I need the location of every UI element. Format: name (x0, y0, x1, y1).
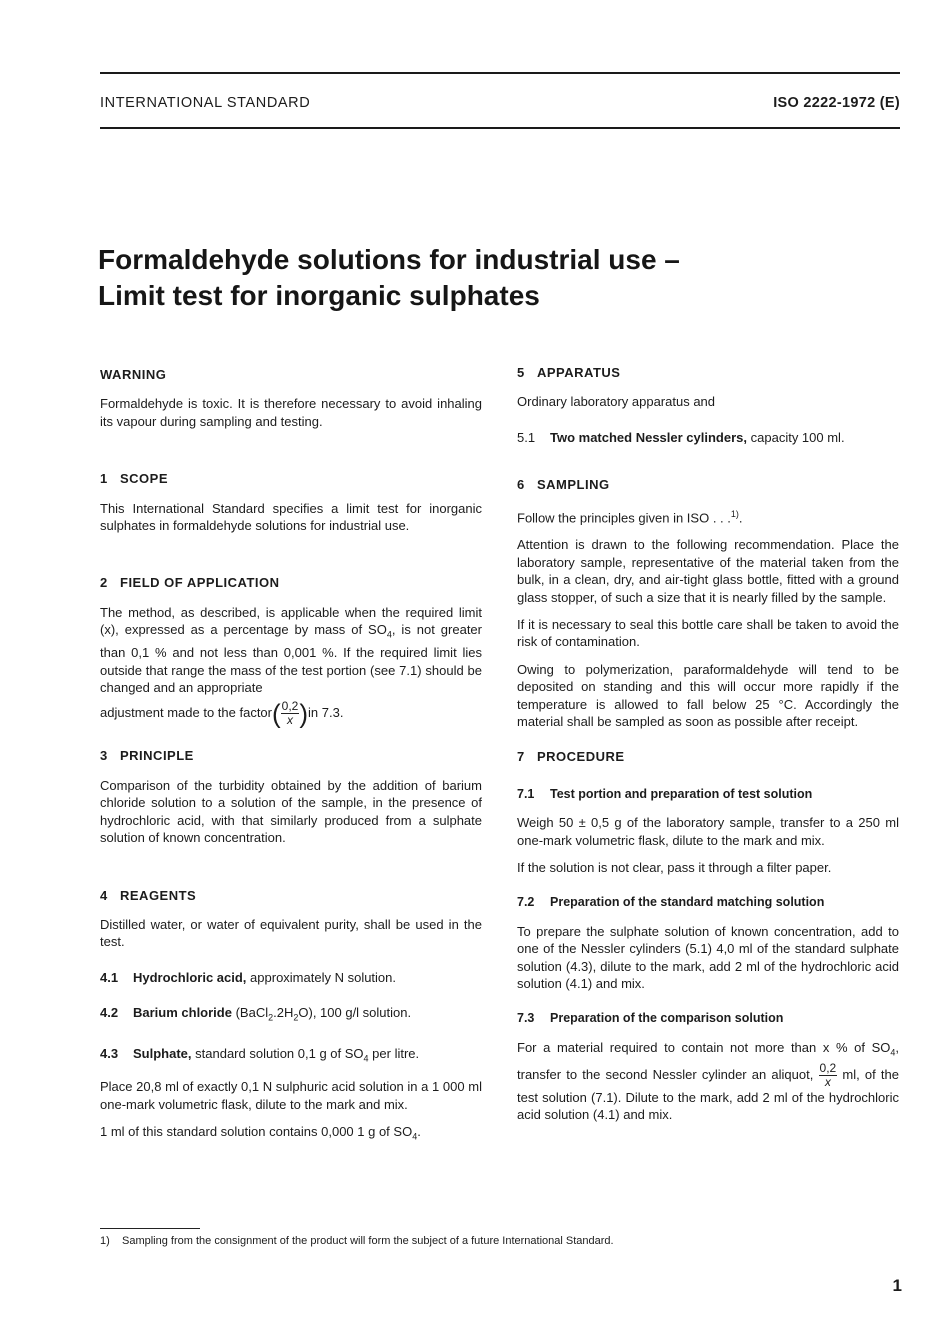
factor-fraction: $\frac{0,2}{x}$ (281, 699, 299, 728)
apparatus-heading: 5 APPARATUS (517, 365, 621, 380)
apparatus-5-1: 5.1 Two matched Nessler cylinders, capacity 100 ml. (517, 429, 845, 445)
procedure-7-1-heading: 7.1 Test portion and preparation of test solution (517, 786, 813, 801)
left-column (100, 366, 482, 1156)
sampling-principles: Follow the principles given in ISO . . .$^{1)}$. (517, 508, 743, 525)
title-line-2: Limit test for inorganic sulphates (98, 280, 540, 311)
document-title (98, 242, 680, 314)
principle-text: Comparison of the turbidity obtained by the addition of barium chloride solution to a solution of the sample, in the presence of hydrochloric acid, with that similarly produced from a sulphate solution of known concentration. (100, 777, 482, 846)
standard-number: ISO 2222-1972 (E) (773, 95, 900, 111)
sampling-seal: If it is necessary to seal this bottle care shall be taken to avoid the risk of contamination. (517, 616, 899, 650)
sampling-polymerization: Owing to polymerization, paraformaldehyde will tend to be deposited on standing and this will occur more rapidly if the temperature is allowed to fall below 25 °C. Accordingly the material shall be sampled as soon as possible after receipt. (517, 661, 899, 730)
procedure-7-2-heading: 7.2 Preparation of the standard matching solution (517, 895, 825, 910)
standard-type-label: INTERNATIONAL STANDARD (100, 95, 311, 111)
warning-text: Formaldehyde is toxic. It is therefore necessary to avoid inhaling its vapour during sampling and testing. (100, 396, 482, 429)
sampling-recommendation: Attention is drawn to the following recommendation. Place the laboratory sample, representative of the material taken from the bulk, in a clean, dry, and air-tight glass bottle, fitted with a ground glass stopper, of such a size that it is nearly filled by the sample. (517, 537, 899, 605)
scope-text: This International Standard specifies a limit test for inorganic sulphates in formaldehyde solutions for industrial use. (100, 500, 482, 534)
footnote-rule (100, 1228, 200, 1229)
reagent-4-2: 4.2 Barium chloride $(BaCl_2.2H_2O)$, 100 g/l solution. (100, 1005, 412, 1023)
reagent-4-1: 4.1 Hydrochloric acid, approximately N solution. (100, 969, 397, 985)
procedure-7-3-heading: 7.3 Preparation of the comparison solution (517, 1011, 784, 1026)
field-text: The method, as described, is applicable when the required limit (x), expressed as a percentage by mass of $SO_4$, is not greater than 0,1 % and not less than 0,001 %. If the required limit lies outside that range the mass of the test portion (see 7.1) should be changed and an appropriate (100, 604, 482, 696)
footnote: 1) Sampling from the consignment of the product will form the subject of a future International Standard. (100, 1235, 614, 1247)
reagent-4-3-procedure: Place 20,8 ml of exactly 0,1 N sulphuric acid solution in a 1 000 ml one-mark volumetric flask, dilute to the mark and mix. (100, 1079, 482, 1112)
procedure-7-1-weigh: Weigh 50 ± 0,5 g of the laboratory sample, transfer to a 250 ml one-mark volumetric flask, dilute to the mark and mix. (517, 815, 899, 848)
apparatus-text: Ordinary laboratory apparatus and (517, 394, 716, 410)
field-heading: 2 FIELD OF APPLICATION (100, 575, 280, 591)
sampling-heading: 6 SAMPLING (517, 477, 610, 493)
right-column (517, 364, 899, 1134)
principle-heading: 3 PRINCIPLE (100, 748, 194, 764)
procedure-heading: 7 PROCEDURE (517, 749, 625, 765)
page-number: 1 (892, 1276, 902, 1295)
header-bottom-rule (100, 127, 900, 129)
aliquot-fraction: $\frac{0,2}{x}$ (819, 1060, 837, 1089)
reagent-4-3-concentration: 1 ml of this standard solution contains 0,000 1 g of $SO_4$. (100, 1123, 421, 1142)
header-top-rule (100, 72, 900, 74)
reagent-4-3: 4.3 Sulphate, standard solution 0,1 g of $SO_4$ per litre. (100, 1046, 420, 1064)
procedure-7-1-filter: If the solution is not clear, pass it through a filter paper. (517, 860, 832, 876)
scope-heading: 1 SCOPE (100, 471, 169, 487)
reagents-intro: Distilled water, or water of equivalent purity, shall be used in the test. (100, 916, 482, 950)
procedure-7-3-text: For a material required to contain not more than x % of $SO_4$, transfer to the second Nessler cylinder an aliquot, $\frac{0,2}{x}$ ml, of the test solution (7.1). Dilute to the mark, add 2 ml of the hydrochloric acid solution (4.1) and mix. (517, 1039, 899, 1123)
warning-heading: WARNING (100, 367, 167, 382)
procedure-7-2-text: To prepare the sulphate solution of known concentration, add to one of the Nessler cylinders (5.1) 4,0 ml of the standard sulphate solution (4.3), dilute to the mark, add 2 ml of the hydrochloric acid solution (4.1) and mix. (517, 923, 899, 992)
title-line-1: Formaldehyde solutions for industrial use – (98, 244, 680, 275)
reagents-heading: 4 REAGENTS (100, 887, 197, 903)
field-factor-line: adjustment made to the factor( $\frac{0,2}{x}$ )in 7.3. (100, 698, 344, 729)
